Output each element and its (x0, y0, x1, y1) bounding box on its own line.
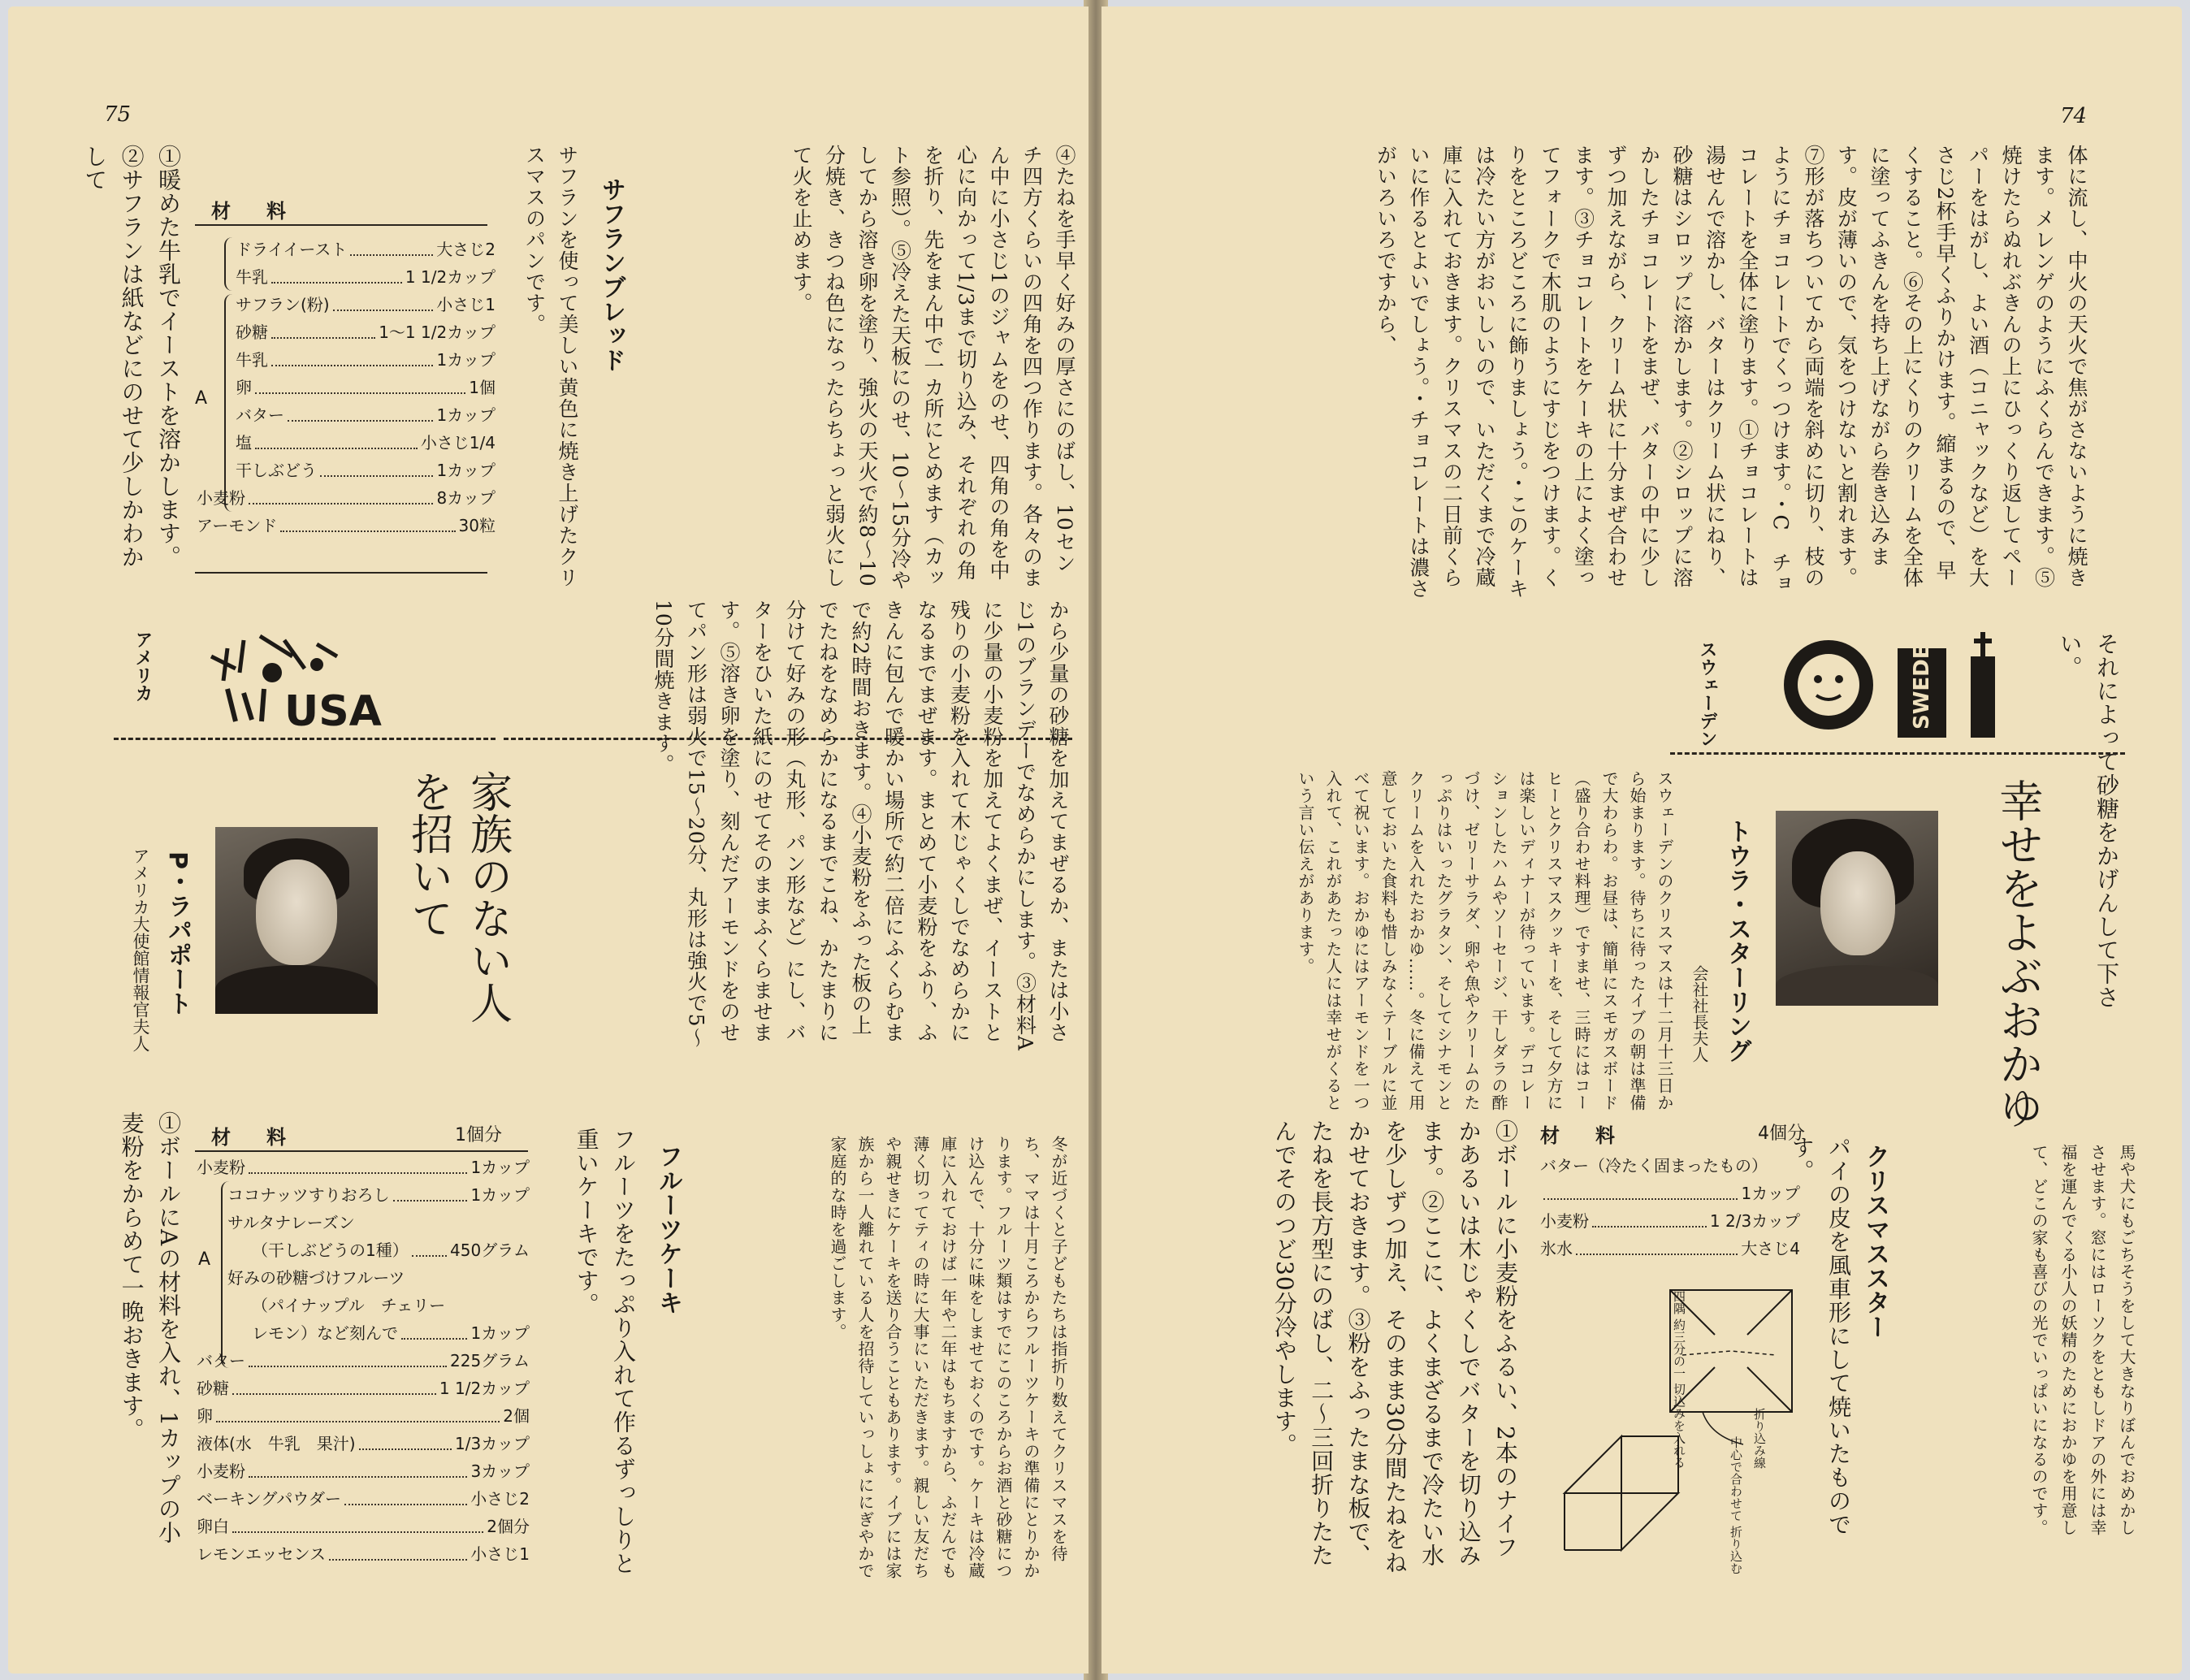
ingredient-row: レモン）など刻んで 1カップ (197, 1319, 530, 1347)
brace (224, 237, 234, 291)
dashed-divider (114, 738, 496, 740)
saffron-ingredient-list-2 (197, 484, 496, 539)
fruitcake-title: フルーツケーキ (654, 1144, 682, 1314)
ingredient-row: バター 225グラム (197, 1347, 530, 1375)
diagram-label-cut: 四隅 約三分の一 切込みを入れる (1672, 1290, 1686, 1469)
saffron-ingredients-heading: 材 料 (211, 200, 294, 223)
usa-logo-text: USA (284, 687, 382, 736)
star-ingredients-heading: 材 料 (1540, 1124, 1623, 1147)
ingredient-row: 砂糖 1 1/2カップ (197, 1375, 530, 1402)
author-role: アメリカ大使館情報官夫人 (131, 847, 150, 1052)
fruitcake-ingredient-list (197, 1154, 530, 1568)
brace (224, 294, 234, 512)
ingredient-row: 氷水 大さじ4 (1540, 1235, 1800, 1262)
ingredient-row: 牛乳 1 1/2カップ (236, 263, 496, 291)
saffron-bread-title: サフランブレッド (597, 177, 625, 372)
fruitcake-desc: フルーツをたっぷり入れて作るずっしりと重いケーキです。 (573, 1128, 637, 1575)
article-title: 幸せをよぶおかゆ (1993, 778, 2044, 1129)
sweden-christmas-text: スウェーデンのクリスマスは十二月十三日から始まります。待ちに待ったイブの朝は準備で大わらわ。お昼は、簡単にスモガスボード（盛り合わせ料理）ですませ、三時にはコーヒーとクリスマスクッキーを、そして夕方には楽しいディナーが待っています。デコレーションしたハムやソーセージ、干しダラの酢づけ、ゼリーサラダ、卵や魚やクリームのたっぷりはいったグラタン、そしてシナモンとクリームを入れたおかゆ……。冬に備えて用意しておいた食料も惜しみなくテーブルに並べて祝います。おかゆにはアーモンドを一つ入れて、これがあたった人には幸せがくるという言い伝えがあります。 (1296, 770, 1674, 1111)
divider (195, 224, 487, 226)
star-ingredient-list (1540, 1152, 1800, 1262)
group-a-label: A (195, 388, 208, 409)
ingredient-row: サルタナレーズン (227, 1213, 355, 1232)
dashed-divider (1670, 752, 2125, 755)
saffron-steps-top: ④たねを手早く好みの厚さにのばし、10センチ四方くらいの四角を四つ作ります。各々のまん中に小さじ1のジャムをのせ、四角の角を中心に向かって1/3まで切り込み、それぞれの角を折り、先をまん中で一カ所にとめます（カット参照）。⑤冷えた天板にのせ、10〜15分冷やしてから溶き卵を塗り、強火の天火で約8〜10分焼き、きつね色になったらちょっと弱火にして火を止めます。 (790, 145, 1076, 591)
ingredient-row: バター 1カップ (236, 401, 496, 429)
author-role: 会社社長夫人 (1690, 965, 1709, 1063)
author-name: トウラ・スターリング (1723, 819, 1751, 1063)
ingredient-row: 小麦粉 3カップ (197, 1457, 530, 1485)
sweden-logo (1768, 624, 2060, 746)
ingredient-row: 小麦粉 1カップ (197, 1154, 530, 1181)
ingredient-row: 好みの砂糖づけフルーツ (227, 1268, 405, 1288)
right-page (1101, 6, 2182, 1674)
christmas-star-steps: ①ボールに小麦粉をふるい、2本のナイフかあるいは木じゃくしでバターを切り込みます。②ここに、よくまざるまで冷たい水を少しずつ加え、そのまま30分間たねをねかせておきます。③粉をふったまな板で、たねを長方型にのばし、二〜三回折りたたんでそのつど30分冷やします。 (1270, 1119, 1519, 1574)
ingredient-row: （パイナップル チェリー (252, 1296, 446, 1315)
ingredient-row: レモンエッセンス 小さじ1 (197, 1540, 530, 1568)
saffron-ingredient-list (236, 236, 496, 484)
page-number: 74 (2060, 104, 2088, 128)
country-label: スウェーデン (1697, 640, 1717, 747)
christmas-star-desc: パイの皮を風車形にして焼いたものです。 (1788, 1136, 1852, 1536)
ingredient-row: 卵白 2個分 (197, 1513, 530, 1540)
saffron-intro: サフランを使って美しい黄色に焼き上げたクリスマスのパンです。 (522, 145, 579, 588)
ingredient-row: 小麦粉 8カップ (197, 484, 496, 512)
left-page (8, 6, 1089, 1674)
ingredient-row: 牛乳 1カップ (236, 346, 496, 374)
ingredient-row: 小麦粉 1 2/3カップ (1540, 1207, 1800, 1235)
top-right-text: それによって砂糖をかげんして下さい。 (2056, 632, 2120, 1009)
star-serving: 4個分 (1758, 1124, 1805, 1144)
author-name: P・ラパポート (163, 851, 192, 1015)
ingredient-row: ベーキングパウダー 小さじ2 (197, 1485, 530, 1513)
ingredient-row: 塩 小さじ1/4 (236, 429, 496, 457)
ingredient-row: サフラン(粉) 小さじ1 (236, 291, 496, 318)
chocolate-log-steps: 体に流し、中火の天火で焦がさないように焼きます。メレンゲのようにふくらんできます。⑤焼けたらぬれぶきんの上にひっくり返してペーパーをはがし、よい酒（コニャックなど）を大さじ2杯手早くふりかけます。縮まるので、早くすること。⑥その上にくりのクリームを全体に塗ってふきんを持ち上げながら巻き込みます。皮が薄いので、気をつけないと割れます。⑦形が落ちついてから両端を斜めに切り、枝のようにチョコレートでくっつけます。・C チョコレートを全体に塗ります。①チョコレートは湯せんで溶かし、バターはクリーム状にねり、砂糖はシロップに溶かします。②シロップに溶かしたチョコレートをまぜ、バターの中に少しずつ加えながら、クリーム状に十分まぜ合わせます。③チョコレートをケーキの上によく塗ってフォークで木肌のようにすじをつけます。くりをところどころに飾りましょう。・このケーキは冷たい方がおいしいので、いただくまで冷蔵庫に入れておきます。クリスマスの二日前くらいに作るとよいでしょう。・チョコレートは濃さがいろいろですから、 (1374, 145, 2088, 600)
page-number: 75 (104, 102, 132, 127)
author-photo (215, 827, 378, 1014)
ingredient-row: 1カップ (1540, 1180, 1800, 1207)
author-photo (1776, 811, 1938, 1006)
fruitcake-intro: 冬が近づくと子どもたちは指折り数えてクリスマスを待ち、ママは十月ころからフルーツケーキの準備にとりかかります。フルーツ類はすでにこのころからお酒と砂糖につけ込んで、十分に味をしませておくのです。ケーキは冷蔵庫に入れておけば一年や二年はもちますから、ふだんでも薄く切ってティの時に大事にいただきます。親しい友だちや親せきにケーキを送り合うこともあります。イブには家族から一人離れている人を招待していっしょににぎやかで家庭的な時を過ごします。 (828, 1136, 1068, 1579)
usa-logo (195, 624, 406, 738)
ingredient-row: ドライイースト 大さじ2 (236, 236, 496, 263)
ingredient-row: 砂糖 1〜1 1/2カップ (236, 318, 496, 346)
ingredient-row: 液体(水 牛乳 果汁) 1/3カップ (197, 1430, 530, 1457)
group-a-label: A (198, 1249, 211, 1270)
ingredient-row: 卵 1個 (236, 374, 496, 401)
ingredient-row: アーモンド 30粒 (197, 512, 496, 539)
ingredient-row: ココナッツすりおろし 1カップ (197, 1181, 530, 1209)
ingredient-row: バター（冷たく固まったもの） (1540, 1156, 1768, 1176)
country-label: アメリカ (132, 630, 153, 702)
saffron-steps-mid: から少量の砂糖を加えてまぜるか、または小さじ1のブランデーでなめらかにします。③材料Aに少量の小麦粉を加えてよくまぜ、イーストと残りの小麦粉を入れて木じゃくしでなめらかになるまでまぜます。まとめて小麦粉をふり、ふきんに包んで暖かい場所で約二倍にふくらむまで約2時間おきます。④小麦粉をふった板の上でたねをなめらかになるまでこね、かたまりに分けて好みの形（丸形、パン形など）にし、バターをひいた紙にのせてそのままふくらませます。⑤溶き卵を塗り、刻んだアーモンドをのせてパン形は弱火で15〜20分、丸形は強火で5〜10分間焼きます。 (651, 600, 1070, 1051)
ingredient-row: 干しぶどう 1カップ (236, 457, 496, 484)
fruitcake-ingredients-heading: 材 料 (211, 1126, 294, 1149)
diagram-label-fold-center: 中心で合わせて 折り込む (1729, 1436, 1743, 1574)
christmas-star-title: クリスマススター (1861, 1144, 1889, 1339)
ingredient-row: 卵 2個 (197, 1402, 530, 1430)
diagram-label-fold-line: 折り込み線 (1752, 1408, 1767, 1469)
saffron-steps: ①暖めた牛乳でイーストを溶かします。②サフランは紙などにのせて少しかわかして (81, 145, 182, 569)
ingredient-row: （干しぶどうの1種） 450グラム (197, 1236, 530, 1264)
sweden-text-2: 馬や犬にもごちそうをして大きなりぼんでおめかしさせます。窓にはローソクをともしドアの外には幸福を運んでくる小人の妖精のためにおかゆを用意して、どこの家も喜びの光でいっぱいになるのです。 (2029, 1144, 2136, 1536)
fruitcake-serving: 1個分 (455, 1125, 502, 1145)
article-title: 家族のない人を招いて (403, 770, 512, 1024)
divider (195, 1150, 528, 1152)
divider (195, 572, 487, 574)
fruitcake-steps: ①ボールにAの材料を入れ、1カップの小麦粉をからめて一晩おきます。 (118, 1111, 182, 1545)
sweden-logo-text: SWEDEN (1910, 626, 1934, 730)
